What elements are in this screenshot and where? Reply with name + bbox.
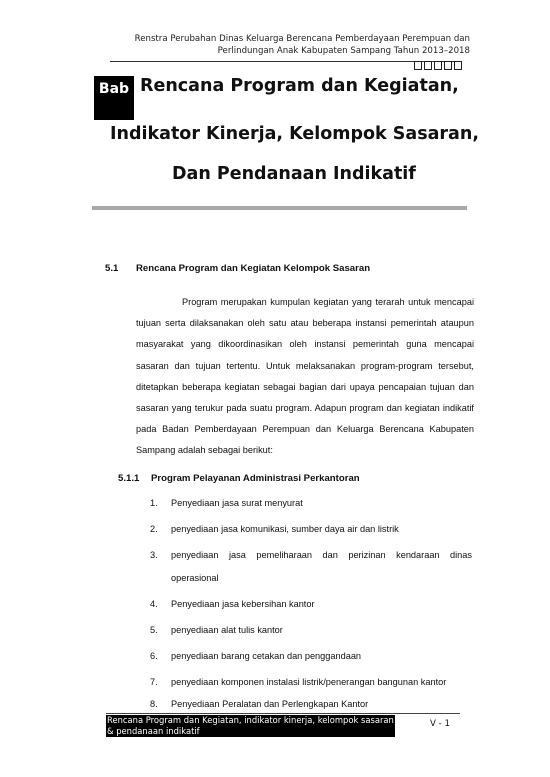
box-glyph-icon [424, 61, 432, 70]
header-line-1: Renstra Perubahan Dinas Keluarga Berencana Pemberdayaan Perempuan dan [134, 34, 470, 44]
box-glyph-icon [434, 61, 442, 70]
title-divider [92, 206, 467, 210]
list-item-text: Penyediaan jasa surat menyurat [171, 498, 303, 508]
list-item-text: Penyediaan jasa kebersihan kantor [171, 599, 315, 609]
list-item-continuation: operasional [171, 573, 219, 583]
section-title: Rencana Program dan Kegiatan Kelompok Sasaran [136, 263, 371, 274]
header-box-glyphs [413, 61, 462, 70]
list-item-text: penyediaan komponen instalasi listrik/penerangan bangunan kantor [171, 677, 447, 687]
list-item-number: 5. [150, 625, 158, 635]
list-item-number: 6. [150, 651, 158, 661]
header-rule [110, 61, 462, 62]
chapter-title-line-3: Dan Pendanaan Indikatif [172, 164, 416, 184]
list-item-number: 1. [150, 498, 158, 508]
list-item-text: penyediaan jasa komunikasi, sumber daya air dan listrik [171, 524, 399, 534]
list-item-number: 8. [150, 699, 158, 709]
chapter-badge: Bab [94, 76, 134, 120]
subsection-title: Program Pelayanan Administrasi Perkantoran [151, 473, 360, 484]
footer-rule [106, 713, 460, 714]
chapter-title-line-1: Rencana Program dan Kegiatan, [140, 76, 459, 96]
section-number: 5.1 [105, 263, 119, 274]
body-paragraph [136, 292, 474, 462]
page-number: V - 1 [430, 719, 450, 729]
list-item-number: 4. [150, 599, 158, 609]
header-line-2: Perlindungan Anak Kabupaten Sampang Tahun 2013–2018 [217, 46, 470, 56]
list-item-text: penyediaan jasa pemeliharaan dan perizinan kendaraan dinas [171, 550, 472, 560]
subsection-number: 5.1.1 [118, 473, 140, 484]
list-item-number: 3. [150, 550, 158, 560]
running-footer: Rencana Program dan Kegiatan, indikator kinerja, kelompok sasaran & pendanaan indikatif [107, 715, 394, 736]
running-header [110, 33, 470, 57]
list-item-text: penyediaan barang cetakan dan penggandaan [171, 651, 362, 661]
chapter-title-line-2: Indikator Kinerja, Kelompok Sasaran, [110, 124, 479, 144]
list-item-number: 2. [150, 524, 158, 534]
box-glyph-icon [414, 61, 422, 70]
box-glyph-icon [454, 61, 462, 70]
box-glyph-icon [444, 61, 452, 70]
list-item-text: penyediaan alat tulis kantor [171, 625, 283, 635]
list-item-number: 7. [150, 677, 158, 687]
list-item-text: Penyediaan Peralatan dan Perlengkapan Kantor [171, 699, 369, 709]
paragraph-text: Program merupakan kumpulan kegiatan yang terarah untuk mencapai tujuan serta dilaksanakan oleh satu atau beberapa instansi pemerintah ataupun masyarakat yang dikoordinasikan oleh instansi pemerintah guna mencapai sasaran dan tujuan tertentu. Untuk melaksanakan program-program tersebut, ditetapkan beberapa kegiatan sebagai bagian dari upaya pencapaian tujuan dan sasaran yang terukur pada suatu program. Adapun program dan kegiatan indikatif pada Badan Pemberdayaan Perempuan dan Keluarga Berencana Kabupaten Sampang adalah sebagai berikut: [136, 297, 474, 456]
